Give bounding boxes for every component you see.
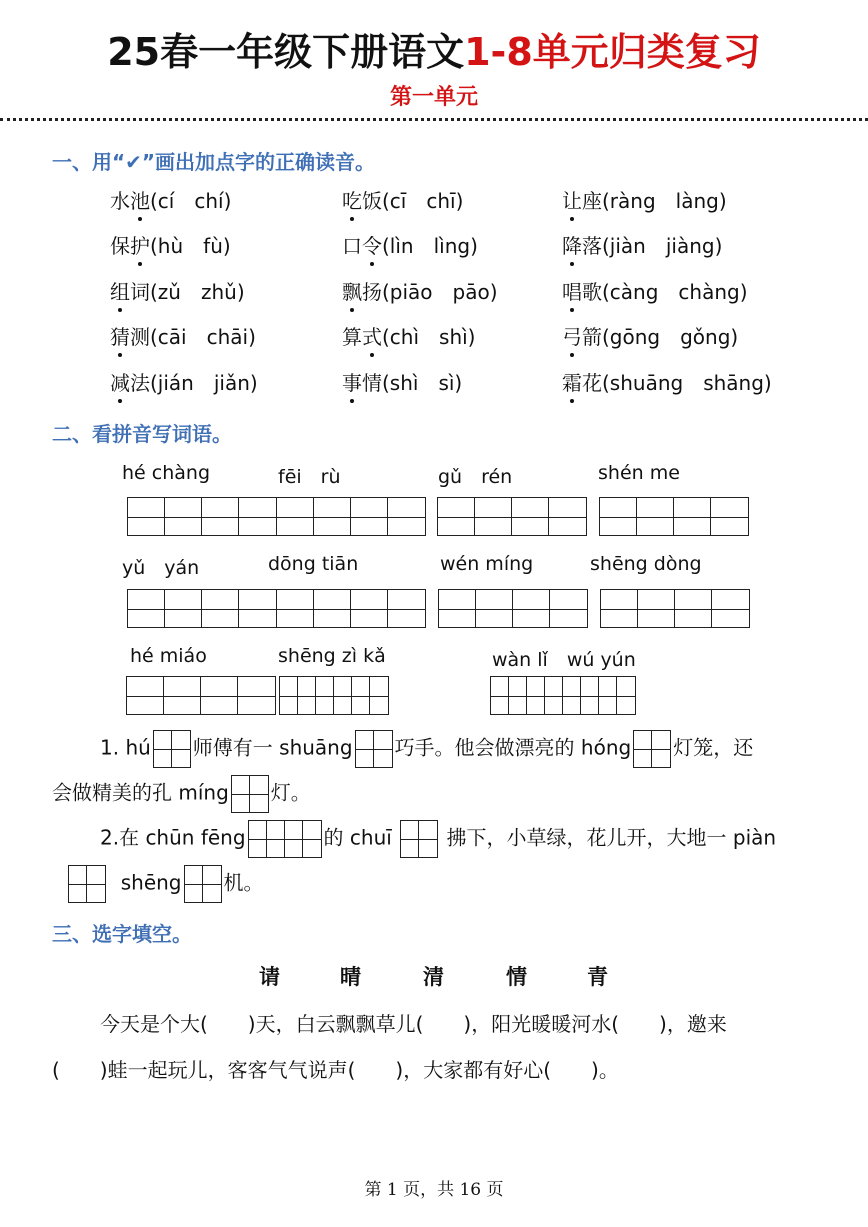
pinyin-label: wén míng bbox=[440, 553, 534, 575]
reading-item: 弓箭(gōng gǒng) bbox=[562, 321, 738, 350]
write-box[interactable] bbox=[355, 730, 393, 768]
reading-item: 降落(jiàn jiàng) bbox=[562, 230, 722, 259]
reading-item: 唱歌(càng chàng) bbox=[562, 276, 748, 305]
unit-title: 第一单元 bbox=[389, 85, 478, 110]
writing-grid[interactable] bbox=[437, 497, 587, 536]
sentence-1-line-1: 1. hú 师傅有一 shuāng 巧手。他会做漂亮的 hóng 灯笼，还 bbox=[100, 730, 753, 768]
word-bank-char: 晴 bbox=[340, 965, 361, 989]
reading-item: 猜测(cāi chāi) bbox=[110, 321, 256, 350]
writing-grid[interactable] bbox=[438, 589, 588, 628]
section-2-heading: 二、看拼音写词语。 bbox=[52, 422, 232, 446]
writing-grid[interactable] bbox=[279, 676, 389, 715]
page-footer: 第 1 页，共 16 页 bbox=[364, 1180, 504, 1200]
reading-item: 减法(jián jiǎn) bbox=[110, 367, 258, 396]
reading-item: 霜花(shuāng shāng) bbox=[562, 367, 772, 396]
write-box[interactable] bbox=[153, 730, 191, 768]
writing-grid[interactable] bbox=[600, 589, 750, 628]
word-bank-char: 请 bbox=[259, 965, 280, 989]
write-box[interactable] bbox=[231, 775, 269, 813]
page-title: 25春一年级下册语文1-8单元归类复习 bbox=[107, 30, 761, 74]
dotted-divider bbox=[0, 118, 868, 121]
reading-item: 保护(hù fù) bbox=[110, 230, 231, 259]
section-1-heading: 一、用“✔”画出加点字的正确读音。 bbox=[52, 150, 376, 174]
pinyin-label: wàn lǐ wú yún bbox=[492, 649, 636, 671]
pinyin-label: dōng tiān bbox=[268, 553, 359, 575]
reading-item: 飘扬(piāo pāo) bbox=[342, 276, 498, 305]
pinyin-label: shēng dòng bbox=[590, 553, 702, 575]
pinyin-label: hé miáo bbox=[130, 645, 207, 667]
sentence-2-line-2: shēng 机。 bbox=[66, 865, 264, 903]
word-bank-char: 清 bbox=[423, 965, 444, 989]
reading-item: 让座(ràng làng) bbox=[562, 185, 727, 214]
fill-line-1: 今天是个大( )天，白云飘飘草儿( )，阳光暖暖河水( )，邀来 bbox=[100, 1012, 727, 1036]
writing-grid[interactable] bbox=[599, 497, 749, 536]
pinyin-label: hé chàng bbox=[122, 462, 211, 484]
pinyin-label: shén me bbox=[598, 462, 680, 484]
write-box[interactable] bbox=[68, 865, 106, 903]
write-box[interactable] bbox=[184, 865, 222, 903]
pinyin-label: gǔ rén bbox=[438, 466, 513, 488]
write-box[interactable] bbox=[248, 820, 322, 858]
word-bank-char: 青 bbox=[587, 965, 608, 989]
pinyin-label: shēng zì kǎ bbox=[278, 645, 386, 667]
section-3-heading: 三、选字填空。 bbox=[52, 922, 192, 946]
reading-item: 事情(shì sì) bbox=[342, 367, 462, 396]
writing-grid[interactable] bbox=[276, 497, 426, 536]
reading-item: 算式(chì shì) bbox=[342, 321, 476, 350]
pinyin-label: yǔ yán bbox=[122, 557, 200, 579]
writing-grid[interactable] bbox=[127, 589, 277, 628]
writing-grid[interactable] bbox=[490, 676, 636, 715]
reading-item: 吃饭(cī chī) bbox=[342, 185, 463, 214]
writing-grid[interactable] bbox=[126, 676, 276, 715]
reading-item: 水池(cí chí) bbox=[110, 185, 231, 214]
writing-grid[interactable] bbox=[276, 589, 426, 628]
word-bank-char: 情 bbox=[506, 965, 527, 989]
pinyin-label: fēi rù bbox=[278, 466, 341, 488]
reading-item: 口令(lìn lìng) bbox=[342, 230, 478, 259]
sentence-1-line-2: 会做精美的孔 míng 灯。 bbox=[52, 775, 311, 813]
write-box[interactable] bbox=[400, 820, 438, 858]
fill-line-2: ( )蛙一起玩儿，客客气气说声( )，大家都有好心( )。 bbox=[52, 1058, 619, 1082]
reading-item: 组词(zǔ zhǔ) bbox=[110, 276, 245, 305]
write-box[interactable] bbox=[633, 730, 671, 768]
writing-grid[interactable] bbox=[127, 497, 277, 536]
sentence-2-line-1: 2.在 chūn fēng 的 chuī 拂下，小草绿，花儿开，大地一 piàn bbox=[100, 820, 776, 858]
